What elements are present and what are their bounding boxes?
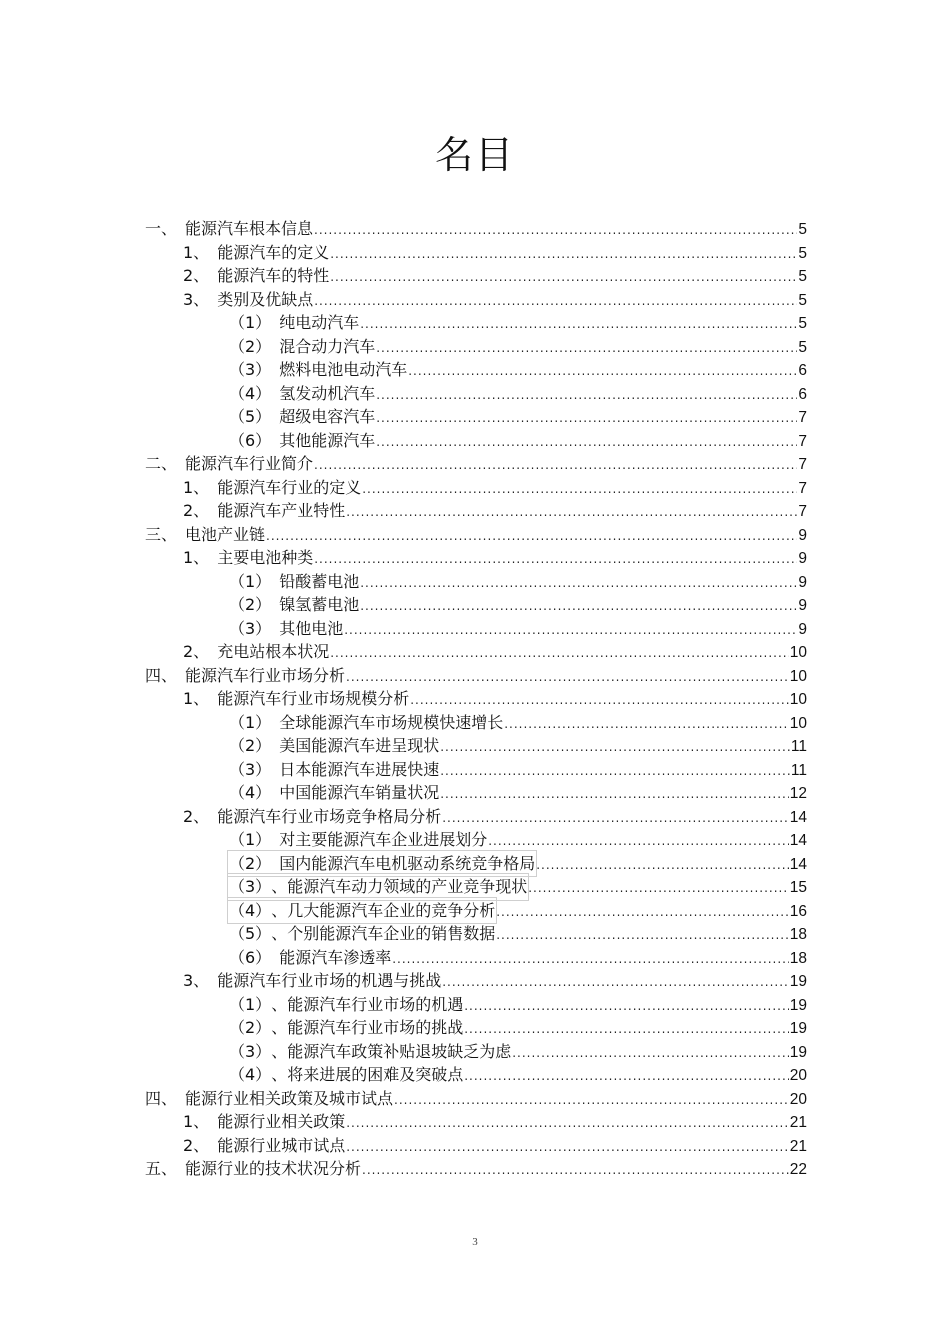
toc-entry-text: 对主要能源汽车企业进展划分 bbox=[279, 830, 488, 849]
toc-leader-dots bbox=[376, 407, 797, 431]
toc-entry-number: （2） bbox=[229, 736, 272, 755]
toc-entry-label bbox=[229, 828, 487, 852]
toc-entry-label bbox=[183, 1110, 345, 1134]
toc-entry-text: 充电站根本状况 bbox=[217, 642, 330, 661]
toc-entry-number: 3、 bbox=[183, 289, 210, 309]
toc-entry-label bbox=[229, 593, 359, 617]
toc-entry-number: （6） bbox=[229, 947, 272, 967]
toc-entry[interactable] bbox=[145, 593, 807, 617]
toc-entry[interactable] bbox=[145, 358, 807, 382]
toc-leader-dots bbox=[330, 243, 797, 267]
toc-leader-dots bbox=[442, 971, 789, 995]
toc-entry-text: 能源汽车渗透率 bbox=[279, 947, 392, 967]
toc-entry-text: 美国能源汽车进呈现状 bbox=[279, 736, 440, 755]
toc-page-number: 9 bbox=[798, 526, 807, 544]
toc-entry-number: 1、 bbox=[183, 477, 210, 497]
toc-entry-label bbox=[145, 217, 313, 241]
toc-entry-text: 、将来进展的困难及突破点 bbox=[271, 1065, 464, 1084]
toc-entry[interactable] bbox=[145, 429, 807, 453]
toc-entry[interactable] bbox=[145, 922, 807, 946]
toc-entry-label bbox=[229, 570, 359, 594]
toc-entry-label bbox=[145, 664, 345, 688]
toc-entry-number: 1、 bbox=[183, 242, 210, 262]
toc-leader-dots bbox=[362, 478, 797, 502]
toc-entry-label bbox=[183, 264, 329, 288]
toc-entry-label bbox=[229, 922, 495, 946]
toc-page-number: 18 bbox=[789, 949, 807, 967]
toc-page-number: 6 bbox=[798, 385, 807, 403]
toc-entry-text: 国内能源汽车电机驱动系统竞争格局 bbox=[279, 853, 536, 873]
toc-leader-dots bbox=[314, 454, 797, 478]
toc-leader-dots bbox=[440, 760, 790, 784]
toc-page-number: 19 bbox=[789, 1020, 807, 1037]
toc-leader-dots bbox=[464, 995, 789, 1019]
toc-page-number: 10 bbox=[789, 714, 807, 732]
toc-entry[interactable] bbox=[145, 1040, 807, 1064]
toc-entry[interactable] bbox=[145, 452, 807, 476]
toc-leader-dots bbox=[496, 924, 789, 948]
toc-entry-number: （3） bbox=[229, 360, 272, 379]
toc-entry[interactable] bbox=[145, 241, 807, 265]
toc-leader-dots bbox=[346, 1112, 789, 1136]
toc-entry[interactable] bbox=[145, 570, 807, 594]
toc-entry-number: 三、 bbox=[145, 524, 178, 544]
toc-page-number: 5 bbox=[798, 315, 807, 332]
toc-page-number: 7 bbox=[798, 503, 807, 520]
toc-entry[interactable] bbox=[145, 617, 807, 641]
toc-entry-text: 能源汽车行业的定义 bbox=[217, 477, 362, 497]
toc-entry-label bbox=[229, 758, 439, 782]
toc-entry[interactable] bbox=[145, 899, 807, 923]
toc-entry-number: 四、 bbox=[145, 665, 178, 685]
toc-entry-number: （1） bbox=[229, 571, 272, 591]
toc-entry-text: 能源汽车行业市场的机遇与挑战 bbox=[217, 971, 442, 990]
toc-entry-number: （4） bbox=[229, 383, 272, 403]
toc-entry[interactable] bbox=[145, 476, 807, 500]
toc-entry[interactable] bbox=[145, 828, 807, 852]
toc-page-number: 19 bbox=[789, 973, 807, 990]
toc-entry-text: 混合动力汽车 bbox=[279, 336, 376, 356]
toc-page-number: 14 bbox=[789, 808, 807, 826]
toc-entry[interactable] bbox=[145, 734, 807, 758]
toc-page-number: 21 bbox=[789, 1137, 807, 1155]
toc-entry-number: （5） bbox=[229, 407, 272, 426]
toc-entry-number: （3） bbox=[229, 1041, 264, 1061]
toc-page-number: 6 bbox=[798, 362, 807, 379]
toc-leader-dots bbox=[464, 1018, 789, 1042]
toc-page-number: 11 bbox=[790, 761, 807, 779]
toc-page-number: 21 bbox=[789, 1114, 807, 1131]
toc-page-number: 5 bbox=[798, 221, 807, 238]
toc-page-number: 7 bbox=[798, 479, 807, 497]
toc-page-number: 5 bbox=[798, 291, 807, 309]
toc-entry[interactable] bbox=[145, 405, 807, 429]
toc-entry-text: 、能源汽车行业市场的机遇 bbox=[271, 994, 464, 1014]
toc-entry-text: 纯电动汽车 bbox=[279, 313, 360, 332]
toc-entry-number: （3） bbox=[229, 877, 264, 896]
toc-page-number: 15 bbox=[789, 879, 807, 896]
toc-leader-dots bbox=[488, 830, 789, 854]
toc-entry[interactable] bbox=[145, 758, 807, 782]
toc-leader-dots bbox=[330, 642, 789, 666]
toc-entry-number: （1） bbox=[229, 994, 264, 1014]
toc-entry-number: （4） bbox=[229, 900, 264, 920]
toc-entry[interactable] bbox=[145, 640, 807, 664]
toc-entry-label bbox=[183, 476, 361, 500]
toc-leader-dots bbox=[314, 219, 797, 243]
toc-entry-label bbox=[229, 993, 463, 1017]
toc-entry[interactable] bbox=[145, 687, 807, 711]
toc-entry-label bbox=[229, 1040, 511, 1064]
toc-leader-dots bbox=[440, 736, 790, 760]
toc-entry-label bbox=[145, 452, 313, 476]
toc-entry-text: 类别及优缺点 bbox=[217, 289, 314, 309]
toc-entry-label bbox=[183, 288, 313, 312]
toc-page-number: 7 bbox=[798, 432, 807, 450]
toc-page-number: 20 bbox=[789, 1067, 807, 1084]
toc-entry-number: （4） bbox=[229, 783, 272, 802]
toc-leader-dots bbox=[376, 384, 797, 408]
toc-page-number: 9 bbox=[798, 573, 807, 591]
toc-leader-dots bbox=[504, 713, 789, 737]
toc-leader-dots bbox=[266, 525, 797, 549]
toc-entry[interactable] bbox=[145, 969, 807, 993]
toc-entry[interactable] bbox=[145, 264, 807, 288]
toc-entry-label bbox=[229, 405, 375, 429]
toc-page-number: 5 bbox=[798, 338, 807, 356]
toc-entry-label bbox=[145, 1157, 361, 1181]
toc-entry-label bbox=[183, 241, 329, 265]
toc-page-number: 19 bbox=[789, 996, 807, 1014]
table-of-contents bbox=[145, 217, 807, 1181]
toc-entry[interactable] bbox=[145, 664, 807, 688]
toc-entry-text: 、几大能源汽车企业的竞争分析 bbox=[271, 900, 496, 920]
toc-entry-text: 能源汽车的定义 bbox=[217, 242, 330, 262]
toc-page-number: 14 bbox=[789, 855, 807, 873]
toc-entry-label bbox=[229, 382, 375, 406]
toc-entry-number: （1） bbox=[229, 830, 272, 849]
toc-entry-text: 、能源汽车动力领域的产业竞争现状 bbox=[271, 877, 528, 896]
toc-entry-text: 能源汽车行业市场竞争格局分析 bbox=[217, 806, 442, 826]
toc-entry-number: 3、 bbox=[183, 971, 210, 990]
toc-entry-text: 能源汽车产业特性 bbox=[217, 501, 346, 520]
toc-entry-label bbox=[229, 1016, 463, 1040]
toc-entry-label bbox=[229, 429, 375, 453]
toc-entry[interactable] bbox=[145, 335, 807, 359]
toc-leader-dots bbox=[408, 360, 797, 384]
toc-leader-dots bbox=[344, 619, 797, 643]
toc-entry-number: （2） bbox=[229, 853, 272, 873]
toc-entry-label bbox=[229, 781, 439, 805]
toc-leader-dots bbox=[464, 1065, 789, 1089]
page-title: 名目 bbox=[434, 133, 515, 177]
toc-entry-text: 能源汽车行业简介 bbox=[185, 454, 314, 473]
toc-entry-text: 能源汽车行业市场分析 bbox=[185, 665, 346, 685]
toc-leader-dots bbox=[440, 783, 789, 807]
toc-entry-text: 中国能源汽车销量状况 bbox=[279, 783, 440, 802]
toc-entry-label bbox=[229, 899, 495, 923]
toc-page-number: 5 bbox=[798, 268, 807, 285]
toc-leader-dots bbox=[360, 313, 797, 337]
toc-leader-dots bbox=[360, 572, 797, 596]
toc-leader-dots bbox=[528, 877, 789, 901]
toc-entry-text: 镍氢蓄电池 bbox=[279, 595, 360, 614]
toc-entry-text: 能源行业城市试点 bbox=[217, 1135, 346, 1155]
toc-entry-text: 、个别能源汽车企业的销售数据 bbox=[271, 924, 496, 943]
toc-entry-number: 1、 bbox=[183, 548, 210, 567]
toc-leader-dots bbox=[410, 689, 789, 713]
toc-entry-label bbox=[229, 335, 375, 359]
toc-leader-dots bbox=[376, 431, 797, 455]
toc-entry-number: 二、 bbox=[145, 454, 178, 473]
toc-leader-dots bbox=[442, 807, 789, 831]
toc-entry[interactable] bbox=[145, 1087, 807, 1111]
toc-page-number: 22 bbox=[789, 1161, 807, 1178]
toc-entry[interactable] bbox=[145, 523, 807, 547]
toc-page-number: 10 bbox=[789, 644, 807, 661]
toc-entry-number: 1、 bbox=[183, 689, 210, 708]
toc-entry-label bbox=[229, 1063, 463, 1087]
toc-entry-label bbox=[229, 875, 527, 899]
toc-entry[interactable] bbox=[145, 805, 807, 829]
toc-leader-dots bbox=[394, 1089, 789, 1113]
toc-entry[interactable] bbox=[145, 217, 807, 241]
toc-entry[interactable] bbox=[145, 946, 807, 970]
toc-leader-dots bbox=[346, 666, 789, 690]
toc-entry-text: 能源汽车行业市场规模分析 bbox=[217, 689, 410, 708]
toc-entry-label bbox=[229, 358, 407, 382]
toc-entry-text: 超级电容汽车 bbox=[279, 407, 376, 426]
toc-entry-text: 能源行业相关政策及城市试点 bbox=[185, 1088, 394, 1108]
toc-entry-number: 2、 bbox=[183, 501, 210, 520]
toc-leader-dots bbox=[362, 1159, 789, 1183]
toc-entry-label bbox=[183, 969, 441, 993]
toc-entry[interactable] bbox=[145, 993, 807, 1017]
toc-page-number: 19 bbox=[789, 1043, 807, 1061]
toc-leader-dots bbox=[392, 948, 789, 972]
toc-page-number: 7 bbox=[798, 409, 807, 426]
toc-leader-dots bbox=[512, 1042, 789, 1066]
toc-leader-dots bbox=[496, 901, 789, 925]
toc-entry[interactable] bbox=[145, 1110, 807, 1134]
toc-leader-dots bbox=[314, 548, 797, 572]
toc-entry-text: 氢发动机汽车 bbox=[279, 383, 376, 403]
toc-entry-number: （3） bbox=[229, 618, 272, 638]
toc-page-number: 9 bbox=[798, 620, 807, 638]
toc-leader-dots bbox=[330, 266, 797, 290]
toc-entry-number: （1） bbox=[229, 712, 272, 732]
toc-entry-number: （2） bbox=[229, 336, 272, 356]
toc-page-number: 9 bbox=[798, 597, 807, 614]
toc-entry-text: 铅酸蓄电池 bbox=[279, 571, 360, 591]
toc-entry[interactable] bbox=[145, 781, 807, 805]
toc-entry-number: 五、 bbox=[145, 1159, 178, 1178]
toc-entry-label bbox=[229, 946, 391, 970]
toc-entry-number: （3） bbox=[229, 759, 272, 779]
toc-entry-number: 2、 bbox=[183, 266, 210, 285]
toc-leader-dots bbox=[376, 337, 797, 361]
toc-page-number: 12 bbox=[789, 785, 807, 802]
toc-entry-text: 能源行业的技术状况分析 bbox=[185, 1159, 362, 1178]
toc-leader-dots bbox=[314, 290, 797, 314]
toc-entry[interactable] bbox=[145, 1063, 807, 1087]
toc-entry-number: （4） bbox=[229, 1065, 264, 1084]
toc-page-number: 14 bbox=[789, 832, 807, 849]
toc-page-number: 16 bbox=[789, 902, 807, 920]
toc-entry-label bbox=[183, 687, 409, 711]
toc-page-number: 11 bbox=[790, 738, 807, 755]
toc-entry-label bbox=[229, 852, 535, 876]
toc-entry-text: 、能源汽车行业市场的挑战 bbox=[271, 1018, 464, 1037]
toc-page-number: 18 bbox=[789, 926, 807, 943]
toc-entry-number: 2、 bbox=[183, 806, 210, 826]
toc-entry[interactable] bbox=[145, 875, 807, 899]
toc-entry[interactable] bbox=[145, 499, 807, 523]
toc-leader-dots bbox=[346, 501, 797, 525]
toc-entry-number: 四、 bbox=[145, 1088, 178, 1108]
toc-entry-text: 能源汽车根本信息 bbox=[185, 219, 314, 238]
toc-page-number: 7 bbox=[798, 456, 807, 473]
toc-entry-number: （6） bbox=[229, 430, 272, 450]
toc-leader-dots bbox=[346, 1136, 789, 1160]
toc-entry-label bbox=[183, 546, 313, 570]
toc-page-number: 5 bbox=[798, 244, 807, 262]
toc-entry[interactable] bbox=[145, 1134, 807, 1158]
toc-entry-label bbox=[229, 617, 343, 641]
toc-entry[interactable] bbox=[145, 711, 807, 735]
toc-entry-text: 全球能源汽车市场规模快速增长 bbox=[279, 712, 504, 732]
toc-entry-text: 其他能源汽车 bbox=[279, 430, 376, 450]
toc-entry-label bbox=[145, 523, 265, 547]
toc-entry-text: 能源汽车的特性 bbox=[217, 266, 330, 285]
toc-entry-label bbox=[183, 1134, 345, 1158]
toc-entry[interactable] bbox=[145, 546, 807, 570]
toc-entry[interactable] bbox=[145, 1016, 807, 1040]
toc-page-number: 10 bbox=[789, 691, 807, 708]
toc-entry[interactable] bbox=[145, 382, 807, 406]
toc-entry-label bbox=[183, 640, 329, 664]
toc-entry-number: （2） bbox=[229, 1018, 264, 1037]
toc-page-number: 10 bbox=[789, 667, 807, 685]
toc-entry-text: 、能源汽车政策补贴退坡缺乏为虑 bbox=[271, 1041, 512, 1061]
toc-leader-dots bbox=[536, 854, 789, 878]
toc-entry[interactable] bbox=[145, 852, 807, 876]
toc-entry-number: （5） bbox=[229, 924, 264, 943]
toc-entry-label bbox=[183, 499, 345, 523]
toc-entry-text: 日本能源汽车进展快速 bbox=[279, 759, 440, 779]
toc-entry-text: 其他电池 bbox=[279, 618, 344, 638]
toc-entry-text: 能源行业相关政策 bbox=[217, 1112, 346, 1131]
toc-entry-text: 电池产业链 bbox=[185, 524, 266, 544]
toc-entry[interactable] bbox=[145, 311, 807, 335]
toc-entry-label bbox=[183, 805, 441, 829]
toc-entry-number: 一、 bbox=[145, 219, 178, 238]
toc-entry-text: 燃料电池电动汽车 bbox=[279, 360, 408, 379]
toc-leader-dots bbox=[360, 595, 797, 619]
toc-entry-number: 2、 bbox=[183, 1135, 210, 1155]
toc-entry-number: （2） bbox=[229, 595, 272, 614]
toc-entry-label bbox=[229, 734, 439, 758]
toc-page-number: 20 bbox=[789, 1090, 807, 1108]
toc-entry-label bbox=[145, 1087, 393, 1111]
toc-entry[interactable] bbox=[145, 1157, 807, 1181]
toc-entry-text: 主要电池种类 bbox=[217, 548, 314, 567]
toc-entry-label bbox=[229, 311, 359, 335]
page-number: 3 bbox=[472, 1236, 478, 1248]
toc-page-number: 9 bbox=[798, 550, 807, 567]
toc-entry-number: （1） bbox=[229, 313, 272, 332]
toc-entry[interactable] bbox=[145, 288, 807, 312]
toc-entry-number: 2、 bbox=[183, 642, 210, 661]
toc-entry-label bbox=[229, 711, 503, 735]
toc-entry-number: 1、 bbox=[183, 1112, 210, 1131]
